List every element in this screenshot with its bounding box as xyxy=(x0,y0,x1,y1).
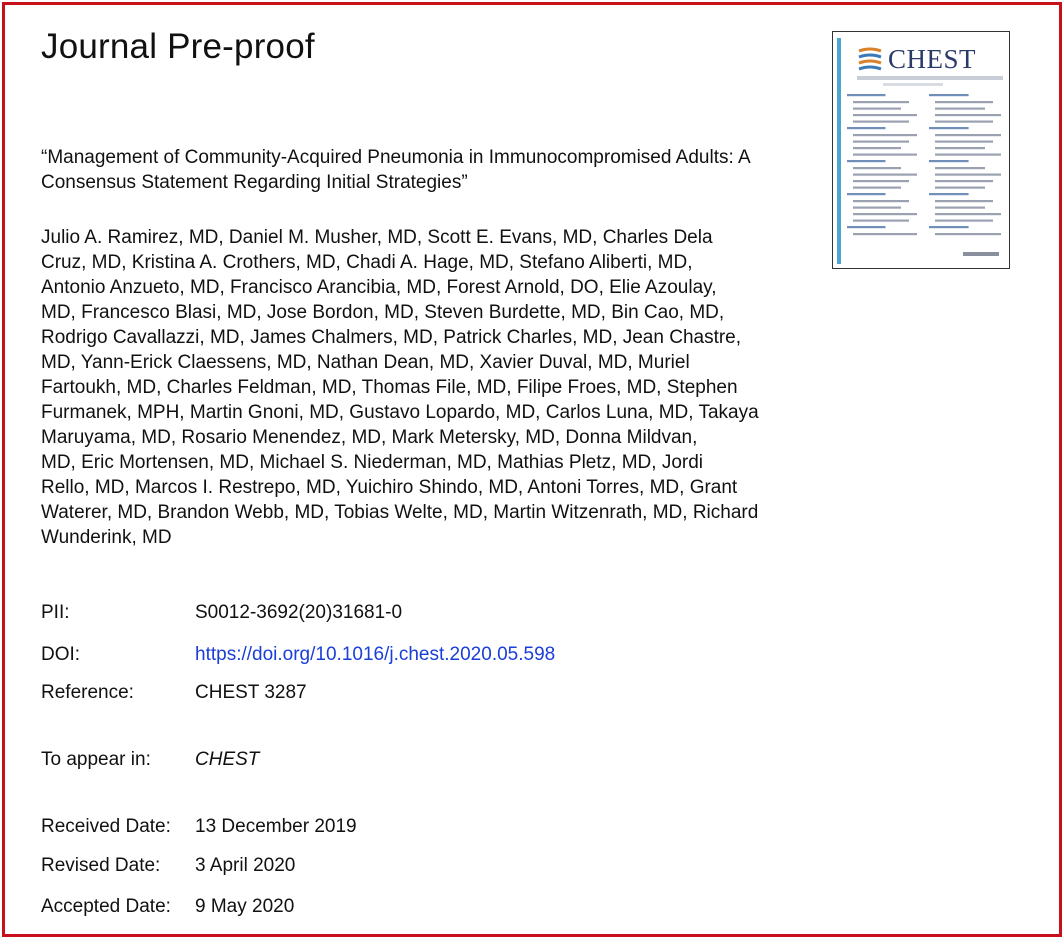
cover-contents-lines xyxy=(833,32,1010,269)
author-line: MD, Eric Mortensen, MD, Michael S. Niederman, MD, Mathias Pletz, MD, Jordi xyxy=(41,452,704,473)
cover-text-line xyxy=(847,94,886,96)
cover-text-line xyxy=(847,226,886,228)
received-value: 13 December 2019 xyxy=(195,816,357,837)
author-line: Maruyama, MD, Rosario Menendez, MD, Mark Metersky, MD, Donna Mildvan, xyxy=(41,427,698,448)
cover-text-line xyxy=(935,174,1001,176)
cover-text-line xyxy=(929,94,969,96)
author-line: Waterer, MD, Brandon Webb, MD, Tobias Welte, MD, Martin Witzenrath, MD, Richard xyxy=(41,502,759,523)
cover-text-line xyxy=(853,108,901,110)
cover-text-line xyxy=(935,108,985,110)
doi-link[interactable]: https://doi.org/10.1016/j.chest.2020.05.598 xyxy=(195,644,556,665)
appear-value: CHEST xyxy=(195,749,260,770)
cover-text-line xyxy=(935,101,993,103)
cover-text-line xyxy=(847,127,886,129)
cover-text-line xyxy=(935,220,993,222)
cover-text-line xyxy=(929,226,969,228)
cover-text-line xyxy=(853,187,901,189)
revised-label: Revised Date: xyxy=(41,855,161,876)
author-line: Fartoukh, MD, Charles Feldman, MD, Thomas File, MD, Filipe Froes, MD, Stephen xyxy=(41,377,738,398)
author-line: Wunderink, MD xyxy=(41,527,172,548)
cover-text-line xyxy=(935,154,1001,156)
cover-text-line xyxy=(935,114,1001,116)
doi-label: DOI: xyxy=(41,644,81,665)
cover-text-line xyxy=(853,174,917,176)
appear-label: To appear in: xyxy=(41,749,151,770)
journal-cover-thumbnail xyxy=(832,31,1010,269)
author-line: Cruz, MD, Kristina A. Crothers, MD, Chadi A. Hage, MD, Stefano Aliberti, MD, xyxy=(41,252,693,273)
cover-text-line xyxy=(853,213,917,215)
cover-text-line xyxy=(935,187,985,189)
reference-label: Reference: xyxy=(41,682,134,703)
cover-text-line xyxy=(935,200,993,202)
pii-label: PII: xyxy=(41,602,70,623)
accepted-value: 9 May 2020 xyxy=(195,896,295,917)
cover-text-line xyxy=(853,134,917,136)
cover-text-line xyxy=(853,167,901,169)
cover-text-line xyxy=(853,147,901,149)
cover-text-line xyxy=(853,141,909,143)
cover-text-line xyxy=(853,121,909,123)
author-line: Julio A. Ramirez, MD, Daniel M. Musher, MD, Scott E. Evans, MD, Charles Dela xyxy=(41,227,713,248)
author-line: Antonio Anzueto, MD, Francisco Arancibia, MD, Forest Arnold, DO, Elie Azoulay, xyxy=(41,277,717,298)
author-line: Rello, MD, Marcos I. Restrepo, MD, Yuichiro Shindo, MD, Antoni Torres, MD, Grant xyxy=(41,477,738,498)
cover-text-line xyxy=(935,207,985,209)
author-line: Furmanek, MPH, Martin Gnoni, MD, Gustavo Lopardo, MD, Carlos Luna, MD, Takaya xyxy=(41,402,759,423)
cover-wordmark: CHEST xyxy=(888,44,977,74)
revised-value: 3 April 2020 xyxy=(195,855,296,876)
cover-text-line xyxy=(853,101,909,103)
cover-text-line xyxy=(929,127,969,129)
cover-text-line xyxy=(853,114,917,116)
cover-text-line xyxy=(935,233,1001,235)
author-line: MD, Yann-Erick Claessens, MD, Nathan Dean, MD, Xavier Duval, MD, Muriel xyxy=(41,352,690,373)
cover-footer-bar xyxy=(963,252,999,256)
accepted-label: Accepted Date: xyxy=(41,896,171,917)
author-line: Rodrigo Cavallazzi, MD, James Chalmers, MD, Patrick Charles, MD, Jean Chastre, xyxy=(41,327,742,348)
cover-text-line xyxy=(935,147,985,149)
cover-text-line xyxy=(935,121,993,123)
author-list xyxy=(41,225,836,550)
cover-text-line xyxy=(935,167,985,169)
cover-text-line xyxy=(935,180,993,182)
article-title-line: “Management of Community-Acquired Pneumonia in Immunocompromised Adults: A xyxy=(41,147,751,168)
cover-text-line xyxy=(853,200,909,202)
cover-text-line xyxy=(935,213,1001,215)
cover-text-line xyxy=(853,233,917,235)
cover-text-line xyxy=(929,160,969,162)
cover-text-line xyxy=(853,180,909,182)
cover-text-line xyxy=(929,193,969,195)
pii-value: S0012-3692(20)31681-0 xyxy=(195,602,403,623)
cover-text-line xyxy=(847,193,886,195)
cover-text-line xyxy=(935,141,993,143)
cover-text-line xyxy=(935,134,1001,136)
received-label: Received Date: xyxy=(41,816,171,837)
article-title xyxy=(41,145,831,195)
article-title-line: Consensus Statement Regarding Initial Strategies” xyxy=(41,172,468,193)
cover-text-line xyxy=(853,220,909,222)
page-heading: Journal Pre-proof xyxy=(41,27,315,66)
reference-value: CHEST 3287 xyxy=(195,682,307,703)
cover-text-line xyxy=(853,154,917,156)
cover-text-line xyxy=(853,207,901,209)
author-line: MD, Francesco Blasi, MD, Jose Bordon, MD, Steven Burdette, MD, Bin Cao, MD, xyxy=(41,302,725,323)
cover-text-line xyxy=(847,160,886,162)
